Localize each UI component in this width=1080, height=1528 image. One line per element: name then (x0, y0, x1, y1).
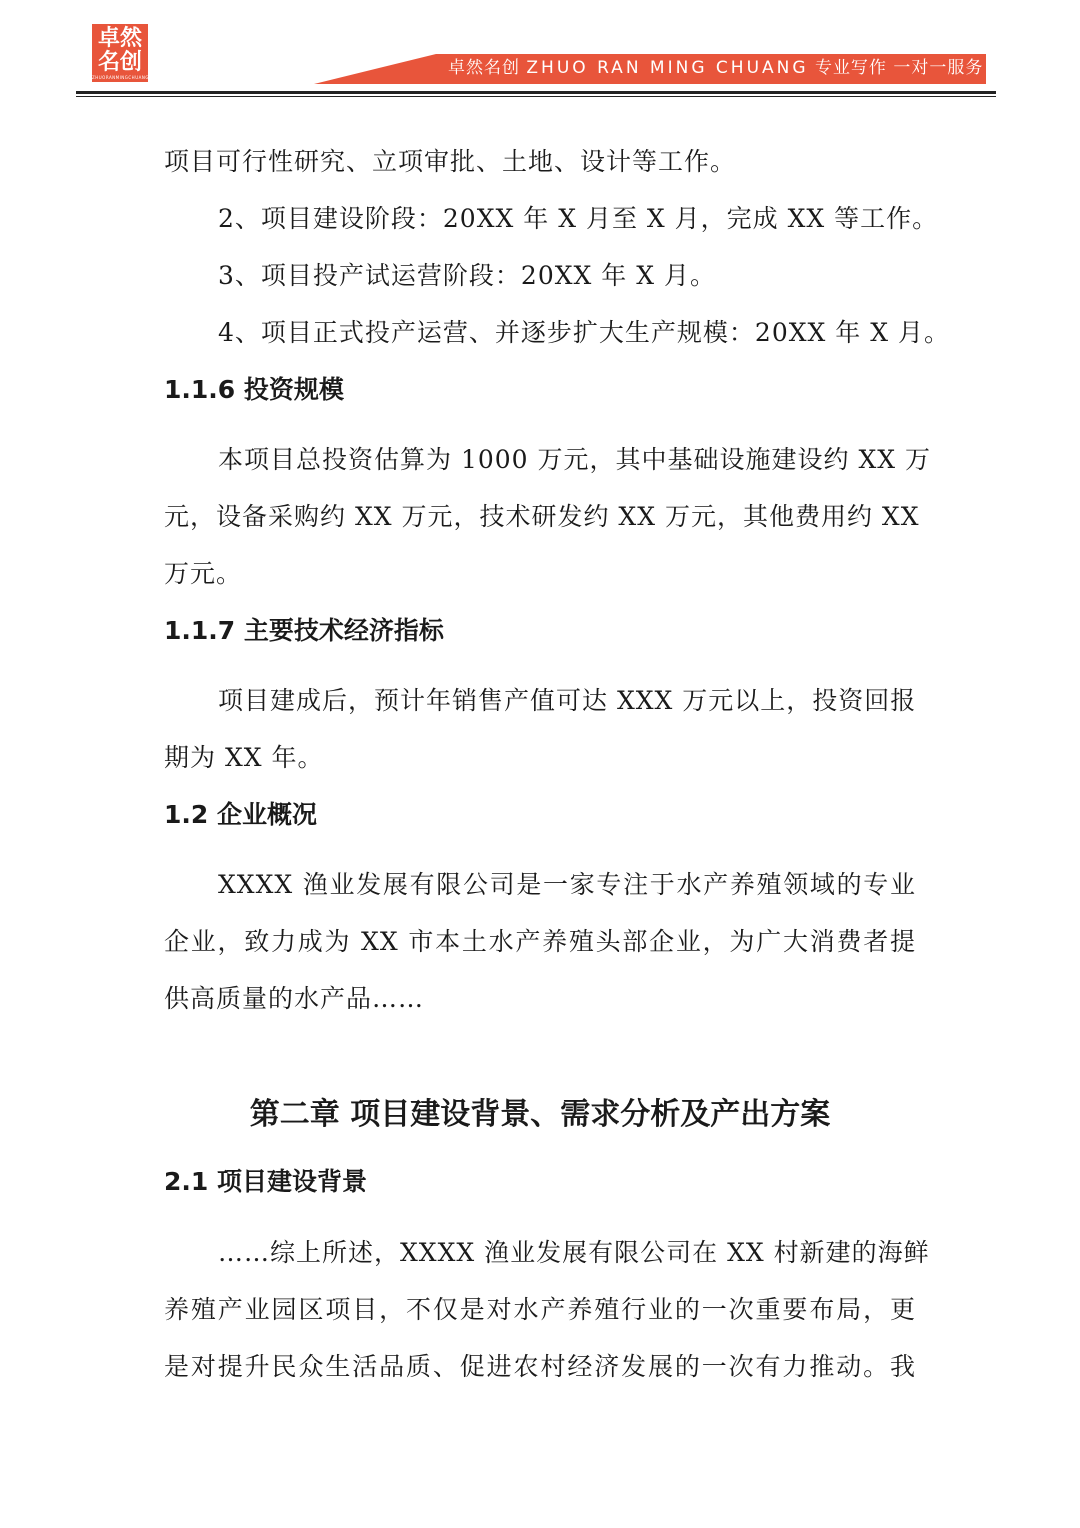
paragraph-line: XXXX 渔业发展有限公司是一家专注于水产养殖领域的专业 (218, 870, 916, 899)
section-heading-2-1: 2.1 项目建设背景 (164, 1167, 367, 1196)
paragraph-line: 3、项目投产试运营阶段：20XX 年 X 月。 (218, 261, 716, 290)
paragraph-line: 是对提升民众生活品质、促进农村经济发展的一次有力推动。我 (164, 1352, 916, 1381)
banner-en: ZHUO RAN MING CHUANG (526, 58, 809, 78)
paragraph-line: 2、项目建设阶段：20XX 年 X 月至 X 月，完成 XX 等工作。 (218, 204, 939, 233)
paragraph-line: 万元。 (164, 559, 243, 588)
paragraph-line: 供高质量的水产品…… (164, 984, 425, 1013)
header-rule-thin (76, 96, 996, 97)
banner-text (448, 54, 988, 82)
paragraph-line: ……综上所述，XXXX 渔业发展有限公司在 XX 村新建的海鲜 (218, 1238, 930, 1267)
banner-tagline: 专业写作 一对一服务 (814, 58, 984, 78)
paragraph-line: 本项目总投资估算为 1000 万元，其中基础设施建设约 XX 万 (218, 445, 932, 474)
section-heading-1-1-6: 1.1.6 投资规模 (164, 375, 344, 404)
header-rule-thick (76, 91, 996, 94)
paragraph-line: 企业，致力成为 XX 市本土水产养殖头部企业，为广大消费者提 (164, 927, 916, 956)
logo-subtext: ZHUORANMINGCHUANG (92, 75, 149, 80)
paragraph-line: 4、项目正式投产运营、并逐步扩大生产规模：20XX 年 X 月。 (218, 318, 950, 347)
banner-wedge (314, 54, 436, 84)
section-heading-1-2: 1.2 企业概况 (164, 800, 317, 829)
header-banner (0, 0, 1080, 100)
page-header (0, 0, 1080, 100)
logo-text-line2: 名创 (97, 50, 142, 75)
paragraph-line: 项目可行性研究、立项审批、土地、设计等工作。 (164, 147, 737, 176)
paragraph-line: 期为 XX 年。 (164, 743, 324, 772)
paragraph-line: 项目建成后，预计年销售产值可达 XXX 万元以上，投资回报 (218, 686, 917, 715)
paragraph-line: 元，设备采购约 XX 万元，技术研发约 XX 万元，其他费用约 XX (164, 502, 920, 531)
banner-cn: 卓然名创 (448, 58, 520, 78)
chapter-heading-2: 第二章 项目建设背景、需求分析及产出方案 (249, 1097, 831, 1132)
section-heading-1-1-7: 1.1.7 主要技术经济指标 (164, 616, 444, 645)
paragraph-line: 养殖产业园区项目，不仅是对水产养殖行业的一次重要布局，更 (164, 1295, 916, 1324)
logo-text-line1: 卓然 (97, 26, 142, 51)
